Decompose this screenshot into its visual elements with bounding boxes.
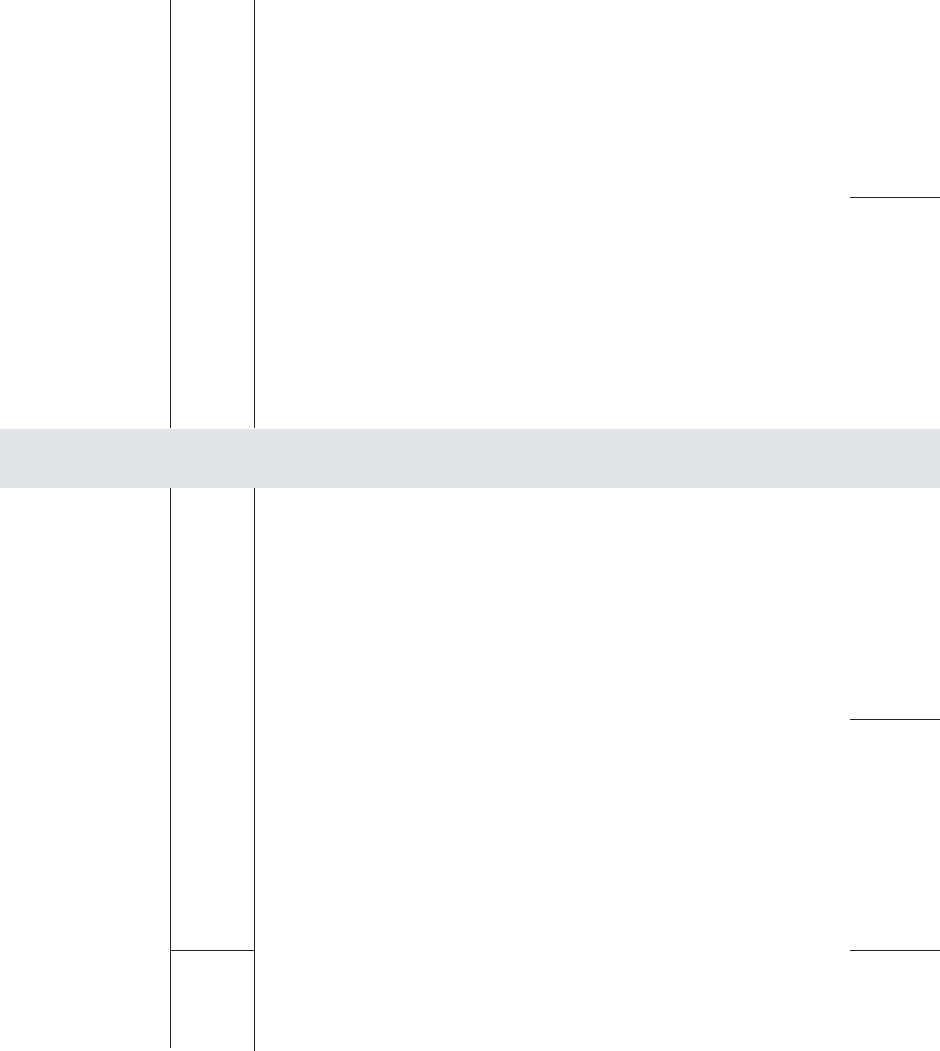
header-power [511, 429, 596, 488]
header-current [426, 429, 511, 488]
header-propeller [0, 429, 170, 488]
header-test-model [170, 429, 255, 488]
model-cell-bottom-1 [170, 488, 255, 950]
temp-cell-top [850, 197, 940, 430]
table-header [0, 429, 940, 488]
temp-cell-bottom-2 [850, 950, 940, 1051]
model-cell-top [170, 0, 255, 428]
header-throttle [255, 429, 341, 488]
header-motor-temp [851, 429, 940, 488]
header-speed [596, 429, 681, 488]
header-thrust [681, 429, 766, 488]
header-efficiency [766, 429, 851, 488]
propeller-cell-bottom [0, 488, 171, 1048]
model-cell-bottom-2 [170, 950, 255, 1051]
header-voltage [341, 429, 426, 488]
propeller-cell-top [0, 0, 171, 428]
temp-cell-bottom [850, 719, 940, 952]
